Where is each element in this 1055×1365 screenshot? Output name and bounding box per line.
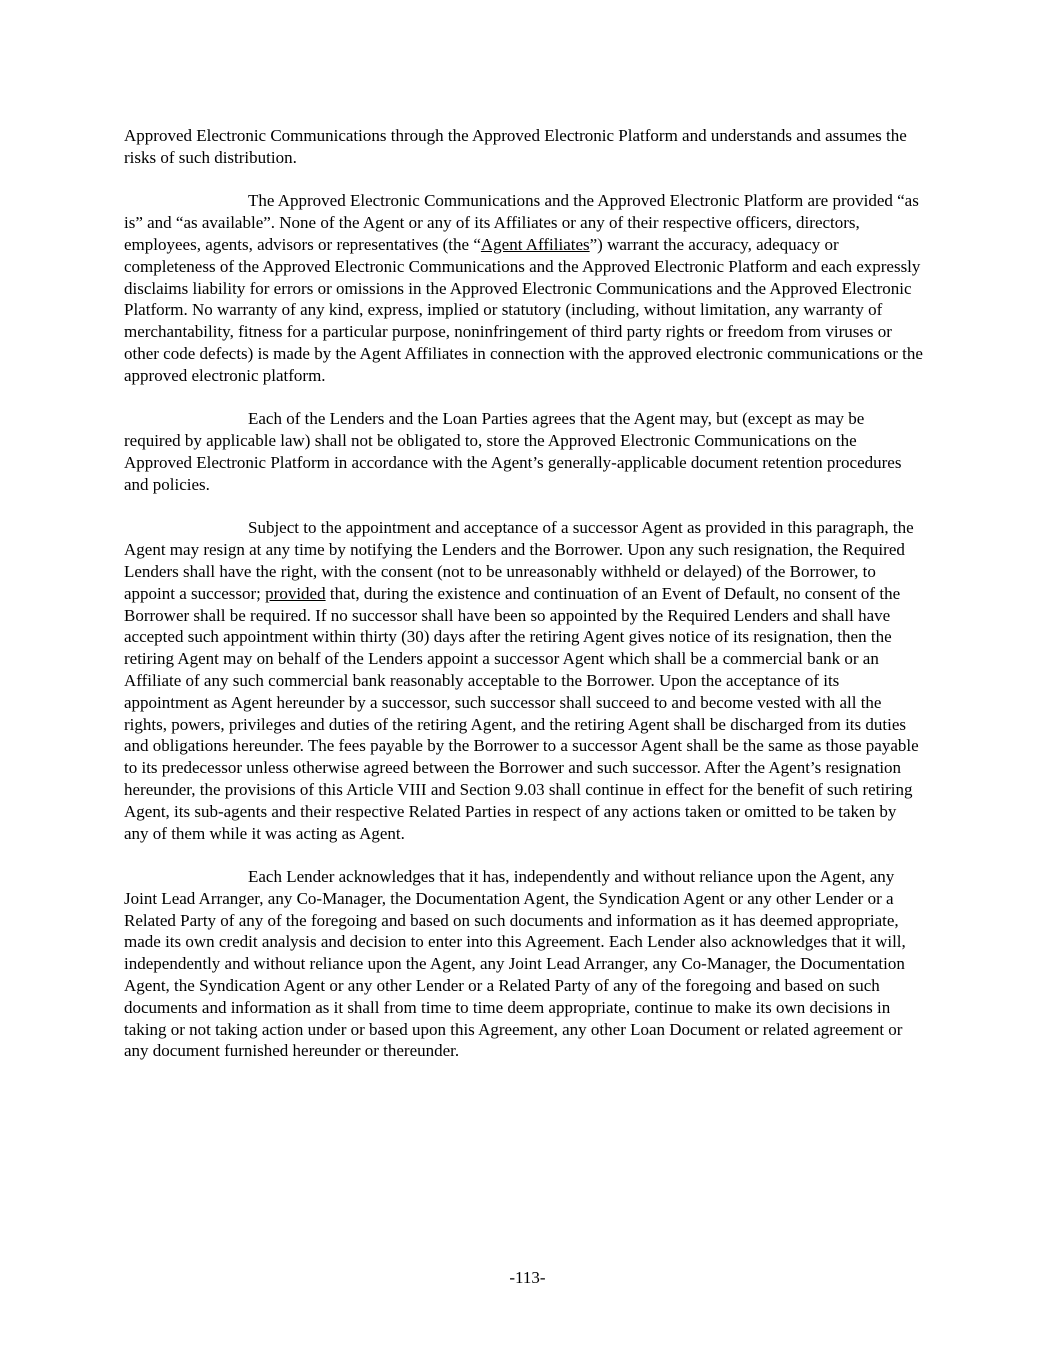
paragraph-storage: Each of the Lenders and the Loan Parties agrees that the Agent may, but (except as may be required by applicable law) shall not be obligated to, store the Approved Electronic Communications on the Approved Electronic Platform in accordance with the Agent’s generally-applicable document retention procedures and policies. [124,409,902,494]
term-provided: provided [265,583,326,603]
paragraph-continuation: Approved Electronic Communications through the Approved Electronic Platform and understands and assumes the risks of such distribution. [124,126,907,167]
page-number: -113- [509,1268,546,1287]
paragraph-disclaimer [124,190,924,386]
defined-term-agent-affiliates: Agent Affiliates [480,234,590,254]
paragraph-disclaimer-text-before: The Approved Electronic Communications and the Approved Electronic Platform are provided “as is” and “as available”. None of the Agent or any of its Affiliates or any of their respective officers, directors, employees, agents, advisors or representatives (the “ [124,191,919,254]
paragraph-resignation-text-after: that, during the existence and continuation of an Event of Default, no consent of the Borrower shall be required. If no successor shall have been so appointed by the Required Lenders and shall have accepted such appointment within thirty (30) days after the retiring Agent gives notice of its resignation, then the retiring Agent may on behalf of the Lenders appoint a successor Agent which shall be a commercial bank or an Affiliate of any such commercial bank reasonably acceptable to the Borrower. Upon the acceptance of its appointment as Agent hereunder by a successor, such successor shall succeed to and become vested with all the rights, powers, privileges and duties of the retiring Agent, and the retiring Agent shall be discharged from its duties and obligations hereunder. The fees payable by the Borrower to a successor Agent shall be the same as those payable to its predecessor unless otherwise agreed between the Borrower and such successor. After the Agent’s resignation hereunder, the provisions of this Article VIII and Section 9.03 shall continue in effect for the benefit of such retiring Agent, its sub-agents and their respective Related Parties in respect of any actions taken or omitted to be taken by any of them while it was acting as Agent. [124,583,919,843]
paragraph-disclaimer-text-after: ”) warrant the accuracy, adequacy or completeness of the Approved Electronic Communications and the Approved Electronic Platform and each expressly disclaims liability for errors or omissions in the Approved Electronic Communications and the Approved Electronic Platform. No warranty of any kind, express, implied or statutory (including, without limitation, any warranty of merchantability, fitness for a particular purpose, noninfringement of third party rights or freedom from viruses or other code defects) is made by the Agent Affiliates in connection with the approved electronic communications or the approved electronic platform. [124,234,923,385]
document-body [124,125,924,1084]
paragraph-acknowledgement: Each Lender acknowledges that it has, independently and without reliance upon the Agent, any Joint Lead Arranger, any Co-Manager, the Documentation Agent, the Syndication Agent or any other Lender or a Related Party of any of the foregoing and based on such documents and information as it has deemed appropriate, made its own credit analysis and decision to enter into this Agreement. Each Lender also acknowledges that it will, independently and without reliance upon the Agent, any Joint Lead Arranger, any Co-Manager, the Documentation Agent, the Syndication Agent or any other Lender or a Related Party of any of the foregoing and based on such documents and information as it shall from time to time deem appropriate, continue to make its own decisions in taking or not taking action under or based upon this Agreement, any other Loan Document or related agreement or any document furnished hereunder or thereunder. [124,867,906,1061]
paragraph-resignation-text-before: Subject to the appointment and acceptance of a successor Agent as provided in this paragraph, the Agent may resign at any time by notifying the Lenders and the Borrower. Upon any such resignation, the Required Lenders shall have the right, with the consent (not to be unreasonably withheld or delayed) of the Borrower, to appoint a successor; [124,518,914,603]
paragraph-resignation [124,517,924,844]
